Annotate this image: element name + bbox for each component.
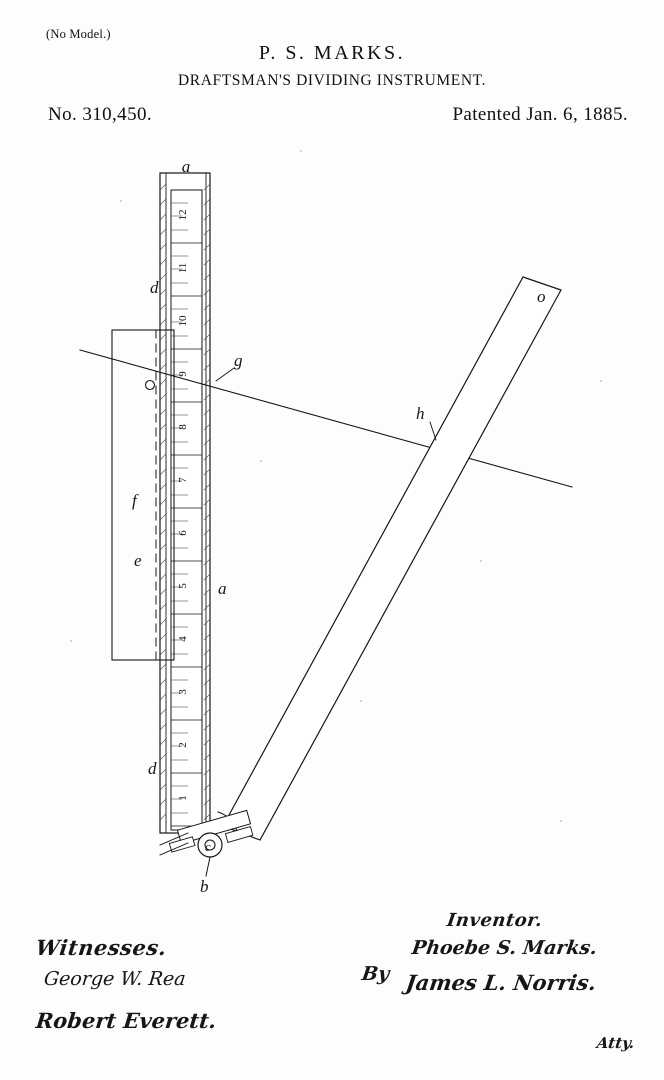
scale-number: 6: [177, 530, 189, 536]
scale-number: 3: [177, 689, 189, 695]
ref-label-o: o: [537, 287, 546, 306]
ref-label-b: b: [200, 877, 209, 896]
invention-title: DRAFTSMAN'S DIVIDING INSTRUMENT.: [177, 72, 487, 89]
scan-speck: [600, 380, 602, 382]
patent-number: No. 310,450.: [48, 104, 153, 125]
ref-label-d-bottom: d: [148, 759, 157, 778]
scale-number: 7: [177, 477, 189, 483]
ref-label-a-top: a: [181, 157, 191, 176]
scan-speck: [360, 700, 362, 702]
witness-signature-2: Robert Everett.: [34, 1008, 218, 1033]
scan-speck: [70, 640, 72, 642]
attorney-signature: James L. Norris.: [404, 970, 598, 995]
scan-speck: [260, 460, 262, 462]
scale-number: 10: [177, 315, 189, 327]
scale-number: 4: [177, 636, 189, 642]
patent-date: Patented Jan. 6, 1885.: [452, 104, 628, 125]
scale-number: 12: [177, 209, 189, 221]
ref-label-c: c: [205, 839, 211, 854]
scale-number: 9: [177, 371, 189, 377]
scale-number: 8: [177, 424, 189, 430]
scale-number: 2: [177, 742, 189, 748]
by-label: By: [360, 963, 391, 985]
scan-speck: [480, 560, 482, 562]
page-title: P. S. MARKS.: [258, 42, 406, 64]
scale-number: 11: [177, 262, 189, 274]
scale-number: 1: [177, 795, 189, 801]
inventor-signature: Phoebe S. Marks.: [410, 937, 599, 959]
ref-label-h: h: [416, 404, 425, 423]
ref-label-g: g: [234, 351, 243, 370]
ref-label-f: f: [132, 491, 137, 510]
ref-label-e: e: [134, 551, 142, 570]
attorney-label: Atty.: [595, 1034, 636, 1052]
witness-signature-1: George W. Rea: [42, 968, 187, 990]
scan-speck: [300, 150, 302, 152]
scale-number: 5: [177, 583, 189, 589]
ref-label-d-top: d: [150, 278, 159, 297]
witnesses-heading: Witnesses.: [34, 935, 169, 960]
no-model-note: (No Model.): [46, 27, 111, 41]
ref-label-a-mid: a: [218, 579, 227, 598]
inventor-label: Inventor.: [445, 910, 544, 931]
scan-speck: [560, 820, 562, 822]
scan-speck: [120, 200, 122, 202]
